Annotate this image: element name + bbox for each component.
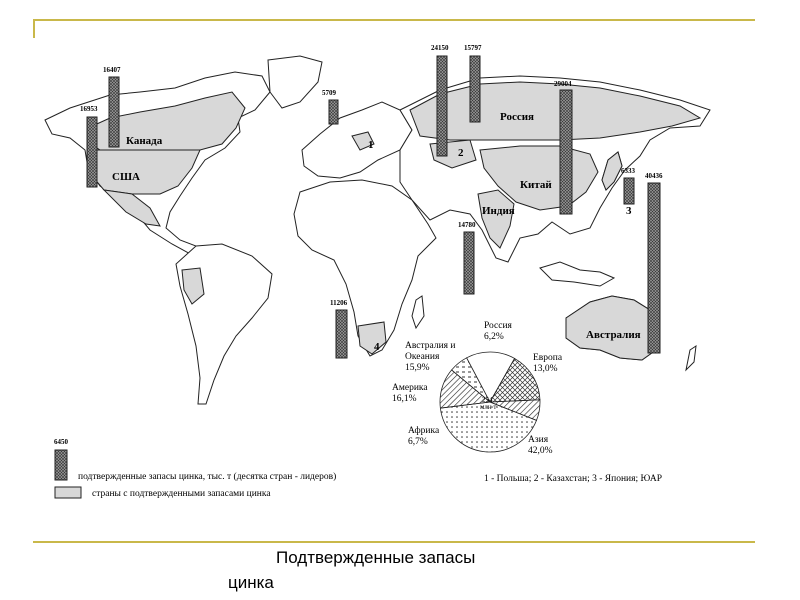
legend-area-swatch	[55, 487, 81, 498]
legend-sample-value: 6450	[54, 438, 68, 446]
bar-kazakhstan	[437, 56, 447, 156]
australia-area	[566, 296, 660, 360]
south-america	[176, 244, 272, 404]
legend-bar-swatch	[55, 450, 67, 480]
pie-center-value: 254	[482, 396, 493, 404]
indonesia	[540, 262, 614, 286]
label-india: Индия	[482, 205, 515, 217]
pie-label-2-line-0: Россия	[484, 321, 512, 331]
pie-label-1-line-1: 13,0%	[533, 364, 558, 374]
pie-label-5-line-0: Африка	[408, 426, 440, 436]
pie-label-5-line-1: 6,7%	[408, 437, 428, 447]
bar-china-value: 29004	[554, 80, 572, 88]
pie-label-1-line-0: Европа	[533, 353, 563, 363]
pie-center-unit: млн т	[480, 403, 497, 411]
bar-poland-value: 5709	[322, 89, 336, 97]
pie-label-3-line-2: 15,9%	[405, 363, 430, 373]
bar-russia-value: 15797	[464, 44, 482, 52]
bar-usa-a-value: 16953	[80, 105, 98, 113]
legend	[54, 438, 662, 499]
bar-kazakhstan-value: 24150	[431, 44, 449, 52]
marker-poland: 1	[368, 139, 374, 151]
pie-label-0-line-0: Азия	[528, 435, 549, 445]
pie-label-3-line-0: Австралия и	[405, 341, 456, 351]
bar-south-africa	[336, 310, 347, 358]
label-china: Китай	[520, 179, 552, 191]
bar-poland	[329, 100, 338, 124]
legend-bar-text: подтвержденные запасы цинка, тыс. т (десятка стран - лидеров)	[78, 472, 337, 482]
bar-australia-value: 40436	[645, 172, 663, 180]
bar-south-africa-value: 11206	[330, 299, 348, 307]
greenland	[268, 56, 322, 108]
legend-numbers-text: 1 - Польша; 2 - Казахстан; 3 - Япония; ЮАР	[484, 474, 663, 484]
marker-south-africa: 4	[374, 341, 380, 353]
label-canada: Канада	[126, 135, 163, 147]
marker-japan: 3	[626, 205, 632, 217]
pie-label-0-line-1: 42,0%	[528, 446, 553, 456]
madagascar	[412, 296, 424, 328]
label-usa: США	[112, 171, 140, 183]
legend-area-text: страны с подтвержденными запасами цинка	[92, 489, 271, 499]
bar-china	[560, 90, 572, 214]
bar-usa-a	[87, 117, 97, 187]
bar-japan	[624, 178, 634, 204]
bar-russia	[470, 56, 480, 122]
label-russia: Россия	[500, 111, 534, 123]
bar-usa-b	[109, 77, 119, 147]
caption-line-2: цинка	[228, 573, 274, 592]
bar-usa-b-value: 16407	[103, 66, 121, 74]
new-zealand	[686, 346, 696, 370]
marker-kazakhstan: 2	[458, 147, 464, 159]
caption-line-1: Подтвержденные запасы	[276, 548, 476, 567]
bar-japan-value: 6333	[621, 167, 635, 175]
bar-india-value: 14780	[458, 221, 476, 229]
pie-label-2-line-1: 6,2%	[484, 332, 504, 342]
pie-label-4-line-1: 16,1%	[392, 394, 417, 404]
bar-india	[464, 232, 474, 294]
label-australia: Австралия	[586, 329, 641, 341]
pie-label-3-line-1: Океания	[405, 352, 440, 362]
pie-label-4-line-0: Америка	[392, 383, 428, 393]
bar-australia	[648, 183, 660, 353]
